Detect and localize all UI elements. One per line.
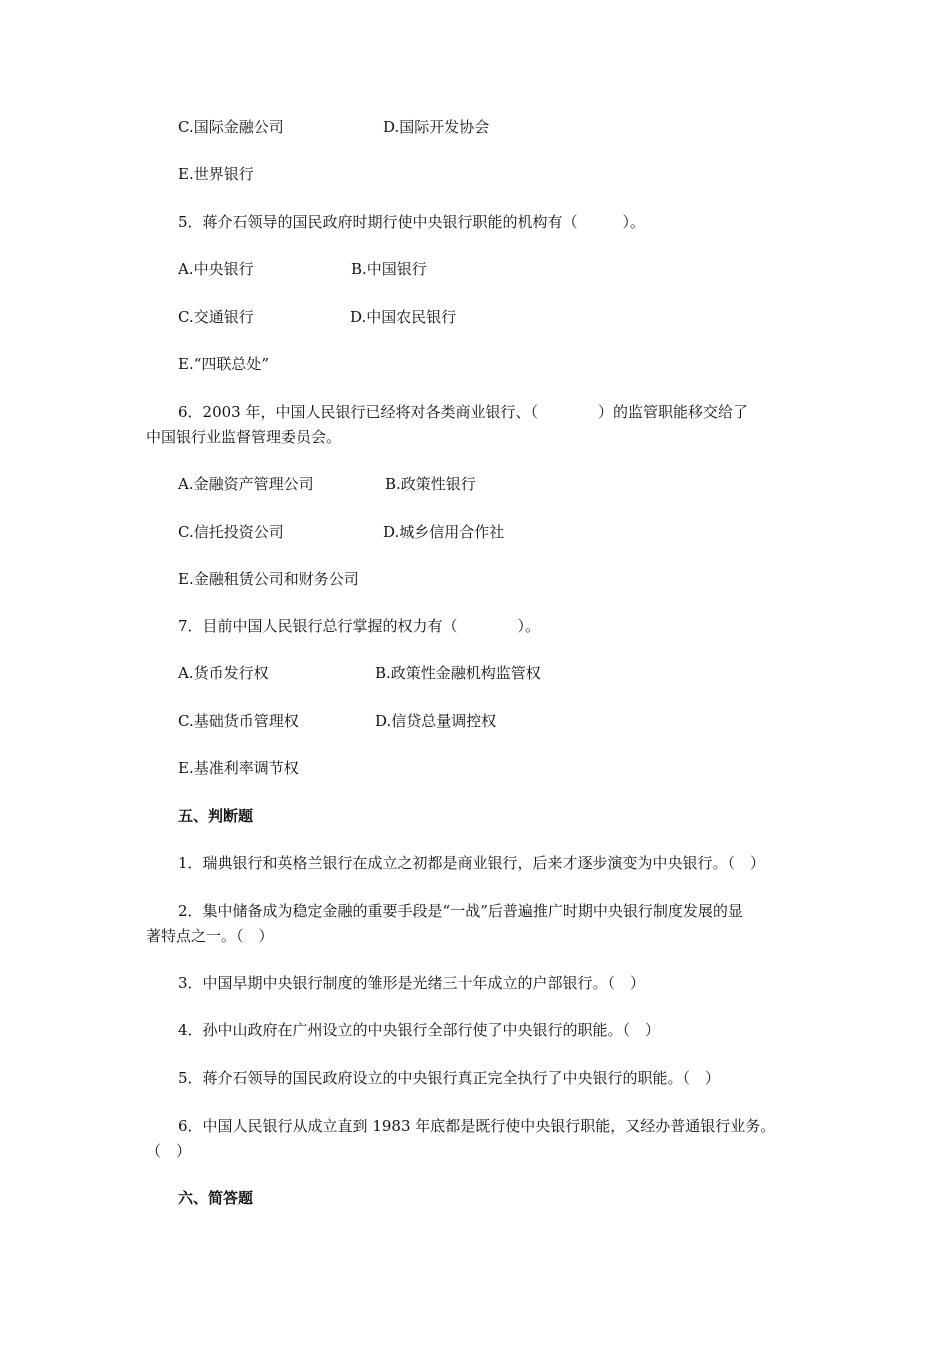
judgement-item-3: 3．中国早期中央银行制度的雏形是光绪三十年成立的户部银行。（ ） xyxy=(178,974,646,992)
judgement-item-2-line1: 2．集中储备成为稳定金融的重要手段是“一战”后普遍推广时期中央银行制度发展的显 xyxy=(178,902,743,920)
section-6-heading: 六、简答题 xyxy=(178,1189,254,1207)
q5-option-e: E.“四联总处” xyxy=(178,355,270,373)
q6-stem-line2: 中国银行业监督管理委员会。 xyxy=(146,428,342,446)
q7-stem: 7．目前中国人民银行总行掌握的权力有（ ）。 xyxy=(178,617,541,635)
q4-option-c: C.国际金融公司 xyxy=(178,118,284,136)
q7-option-d: D.信贷总量调控权 xyxy=(375,712,497,730)
judgement-item-1: 1．瑞典银行和英格兰银行在成立之初都是商业银行，后来才逐步演变为中央银行。（ ） xyxy=(178,854,766,872)
q7-option-e: E.基准利率调节权 xyxy=(178,759,299,777)
q6-option-d: D.城乡信用合作社 xyxy=(383,523,505,541)
judgement-item-6-line1: 6．中国人民银行从成立直到 1983 年底都是既行使中央银行职能，又经办普通银行业务。 xyxy=(178,1117,776,1135)
q5-stem: 5．蒋介石领导的国民政府时期行使中央银行职能的机构有（ ）。 xyxy=(178,213,646,231)
q5-option-c: C.交通银行 xyxy=(178,308,254,326)
q5-option-b: B.中国银行 xyxy=(351,260,427,278)
judgement-item-5: 5．蒋介石领导的国民政府设立的中央银行真正完全执行了中央银行的职能。（ ） xyxy=(178,1069,721,1087)
q4-option-e: E.世界银行 xyxy=(178,165,254,183)
judgement-item-6-line2: （ ） xyxy=(146,1142,192,1160)
judgement-item-2-line2: 著特点之一。（ ） xyxy=(146,927,274,945)
q7-option-c: C.基础货币管理权 xyxy=(178,712,299,730)
q4-option-d: D.国际开发协会 xyxy=(383,118,490,136)
q5-option-d: D.中国农民银行 xyxy=(350,308,457,326)
q6-option-b: B.政策性银行 xyxy=(385,475,476,493)
q7-option-b: B.政策性金融机构监管权 xyxy=(375,664,541,682)
q6-option-e: E.金融租赁公司和财务公司 xyxy=(178,570,359,588)
q6-option-a: A.金融资产管理公司 xyxy=(178,475,314,493)
q5-option-a: A.中央银行 xyxy=(178,260,254,278)
q7-option-a: A.货币发行权 xyxy=(178,664,269,682)
q6-stem-line1: 6．2003 年，中国人民银行已经将对各类商业银行、（ ）的监管职能移交给了 xyxy=(178,403,748,421)
section-5-heading: 五、判断题 xyxy=(178,807,254,825)
judgement-item-4: 4．孙中山政府在广州设立的中央银行全部行使了中央银行的职能。（ ） xyxy=(178,1021,661,1039)
q6-option-c: C.信托投资公司 xyxy=(178,523,284,541)
